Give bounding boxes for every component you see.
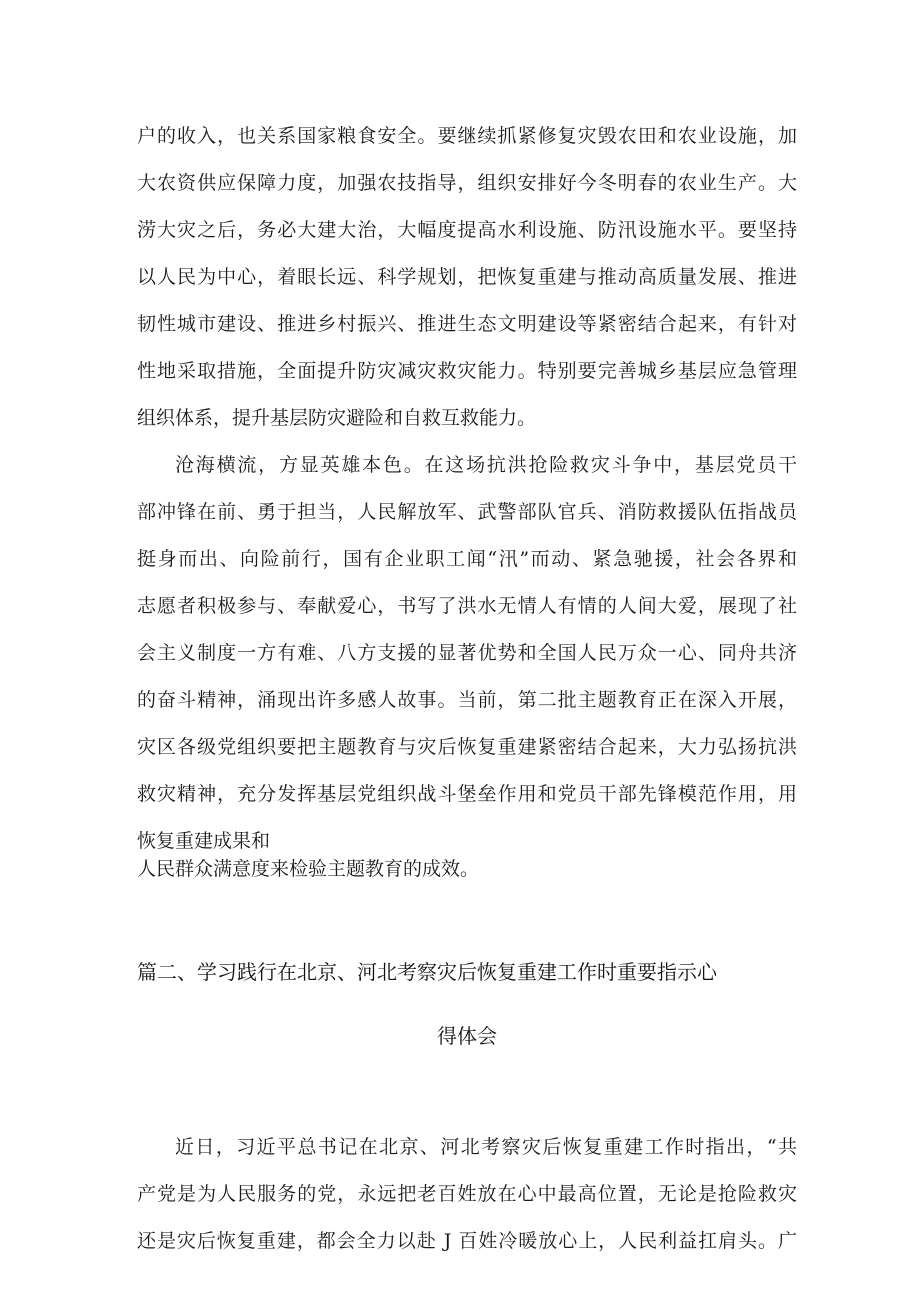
paragraph-1-line: 涝大灾之后，务必大建大治，大幅度提高水利设施、防汛设施水平。要坚持 [137, 219, 797, 241]
paragraph-2-line: 救灾精神，充分发挥基层党组织战斗堡垒作用和党员干部先锋模范作用，用 [137, 783, 797, 805]
paragraph-2-line: 人民群众满意度来检验主题教育的成效。 [137, 858, 480, 880]
paragraph-1-line: 组织体系，提升基层防灾避险和自救互救能力。 [137, 407, 537, 429]
paragraph-1-line: 户的收入，也关系国家粮食安全。要继续抓紧修复灾毁农田和农业设施，加 [137, 125, 797, 147]
section-title-continuation: 得体会 [437, 1024, 497, 1048]
paragraph-3-line: 还是灾后恢复重建，都会全力以赴 J 百姓冷暖放心上，人民利益扛肩头。广 [137, 1230, 797, 1252]
paragraph-1-line: 韧性城市建设、推进乡村振兴、推进生态文明建设等紧密结合起来，有针对 [137, 313, 797, 335]
paragraph-2-line: 挺身而出、向险前行，国有企业职工闻“汛”而动、紧急驰援，社会各界和 [137, 548, 797, 570]
section-title: 篇二、学习践行在北京、河北考察灾后恢复重建工作时重要指示心 [137, 960, 717, 984]
paragraph-2-line: 会主义制度一方有难、八方支援的显著优势和全国人民万众一心、同舟共济 [137, 642, 797, 664]
paragraph-2-line: 沧海横流，方显英雄本色。在这场抗洪抢险救灾斗争中，基层党员干 [175, 454, 797, 476]
paragraph-2-line: 志愿者积极参与、奉献爱心，书写了洪水无情人有情的人间大爱，展现了社 [137, 595, 797, 617]
paragraph-3-line: 产党是为人民服务的党，永远把老百姓放在心中最高位置，无论是抢险救灾 [137, 1183, 797, 1205]
paragraph-1-line: 性地采取措施，全面提升防灾减灾救灾能力。特别要完善城乡基层应急管理 [137, 360, 797, 382]
paragraph-2-line: 的奋斗精神，涌现出许多感人故事。当前，第二批主题教育正在深入开展， [137, 689, 797, 711]
paragraph-3-line: 近日，习近平总书记在北京、河北考察灾后恢复重建工作时指出，“共 [175, 1136, 797, 1158]
paragraph-2-line: 灾区各级党组织要把主题教育与灾后恢复重建紧密结合起来，大力弘扬抗洪 [137, 736, 797, 758]
paragraph-1-line: 大农资供应保障力度，加强农技指导，组织安排好今冬明春的农业生产。大 [137, 172, 797, 194]
paragraph-2-line: 恢复重建成果和 [137, 830, 271, 852]
paragraph-1-line: 以人民为中心，着眼长远、科学规划，把恢复重建与推动高质量发展、推进 [137, 266, 797, 288]
paragraph-2-line: 部冲锋在前、勇于担当，人民解放军、武警部队官兵、消防救援队伍指战员 [137, 501, 797, 523]
